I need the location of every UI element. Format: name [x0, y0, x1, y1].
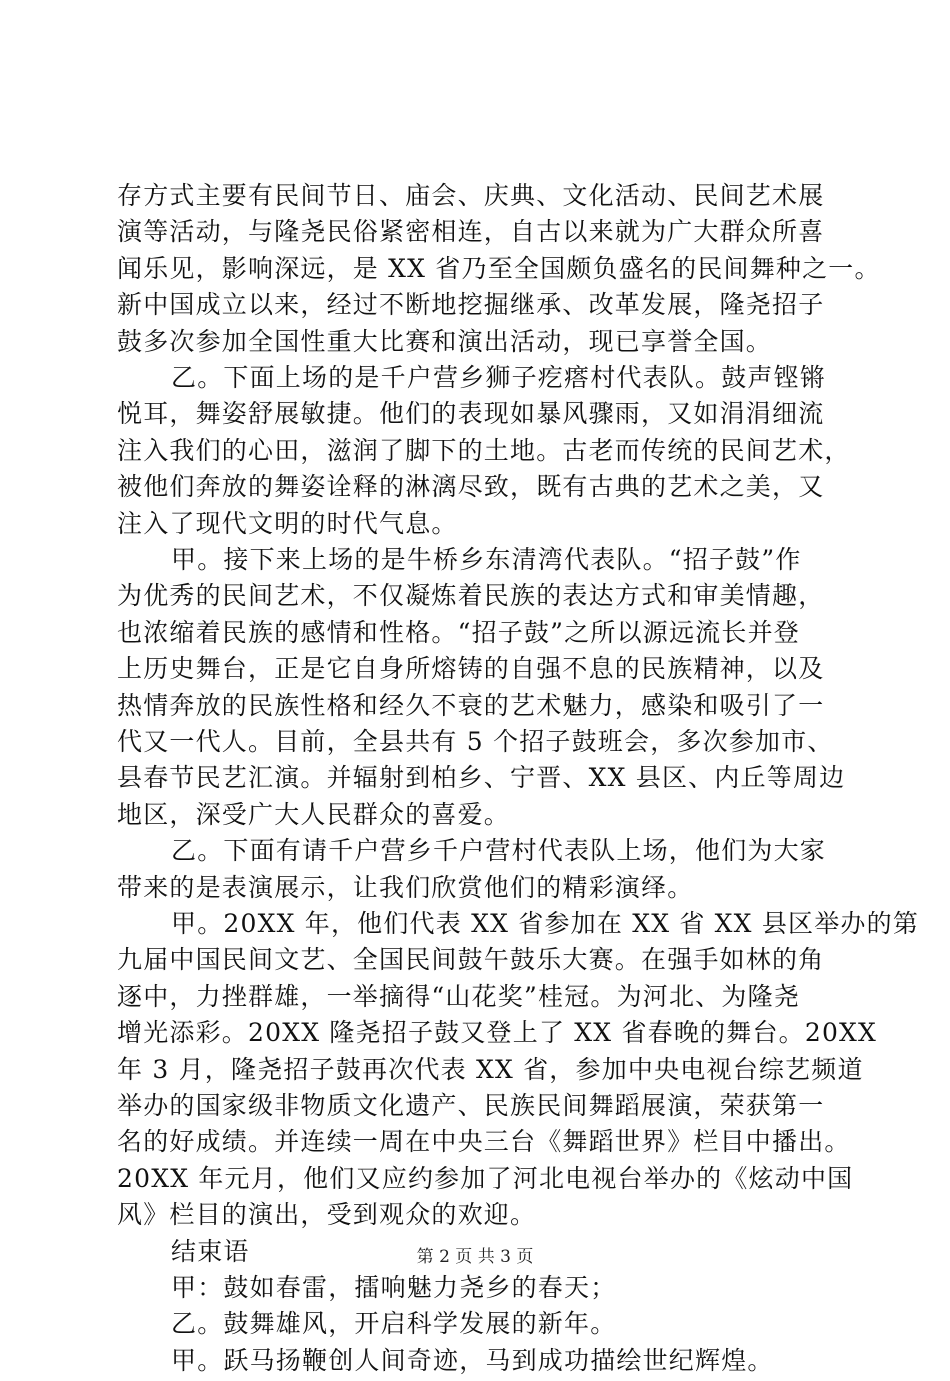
text-line: 乙。下面上场的是千户营乡狮子疙瘩村代表队。鼓声铿锵	[171, 363, 827, 392]
text-line: 被他们奔放的舞姿诠释的淋漓尽致，既有古典的艺术之美，又	[117, 472, 825, 502]
text-line: 鼓多次参加全国性重大比赛和演出活动，现已享誉全国。	[117, 326, 773, 356]
text-line: 存方式主要有民间节日、庙会、庆典、文化活动、民间艺术展	[117, 181, 825, 210]
text-line: 为优秀的民间艺术，不仅凝炼着民族的表达方式和审美情趣，	[117, 581, 825, 611]
text-line: 上历史舞台，正是它自身所熔铸的自强不息的民族精神，以及	[117, 654, 825, 684]
text-line: 甲。跃马扬鞭创人间奇迹，马到成功描绘世纪辉煌。	[171, 1345, 774, 1375]
text-line: 20XX 年元月，他们又应约参加了河北电视台举办的《炫动中国	[117, 1163, 854, 1193]
text-line: 悦耳，舞姿舒展敏捷。他们的表现如暴风骤雨，又如涓涓细流	[117, 399, 825, 429]
text-line: 也浓缩着民族的感情和性格。“招子鼓”之所以源远流长并登	[117, 617, 800, 647]
text-line: 九届中国民间文艺、全国民间鼓午鼓乐大赛。在强手如林的角	[117, 945, 825, 975]
text-line: 新中国成立以来，经过不断地挖掘继承、改革发展，隆尧招子	[117, 290, 825, 320]
text-line: 逐中，力挫群雄，一举摘得“山花奖”桂冠。为河北、为隆尧	[117, 981, 800, 1011]
text-line: 风》栏目的演出，受到观众的欢迎。	[117, 1200, 537, 1230]
text-line: 注入了现代文明的时代气息。	[117, 508, 458, 538]
text-line: 年 3 月，隆尧招子鼓再次代表 XX 省，参加中央电视台综艺频道	[117, 1054, 864, 1084]
text-line: 增光添彩。20XX 隆尧招子鼓又登上了 XX 省春晚的舞台。20XX	[117, 1018, 878, 1048]
text-line: 演等活动，与隆尧民俗紧密相连，自古以来就为广大群众所喜	[117, 217, 825, 247]
text-line: 带来的是表演展示，让我们欣赏他们的精彩演绎。	[117, 872, 694, 902]
page-footer: 第 2 页 共 3 页	[416, 1247, 534, 1267]
text-line: 县春节民艺汇演。并辐射到柏乡、宁晋、XX 县区、内丘等周边	[117, 763, 846, 793]
text-line: 闻乐见，影响深远，是 XX 省乃至全国颇负盛名的民间舞种之一。	[117, 253, 881, 283]
text-line: 热情奔放的民族性格和经久不衰的艺术魅力，感染和吸引了一	[117, 690, 825, 720]
text-line: 名的好成绩。并连续一周在中央三台《舞蹈世界》栏目中播出。	[117, 1127, 851, 1157]
text-line: 代又一代人。目前，全县共有 5 个招子鼓班会，多次参加市、	[117, 727, 834, 756]
text-line: 举办的国家级非物质文化遗产、民族民间舞蹈展演，荣获第一	[117, 1091, 825, 1120]
text-line: 地区，深受广大人民群众的喜爱。	[117, 799, 511, 829]
text-line: 甲。20XX 年，他们代表 XX 省参加在 XX 省 XX 县区举办的第	[171, 909, 920, 938]
text-line: 甲。接下来上场的是牛桥乡东清湾代表队。“招子鼓”作	[171, 545, 802, 574]
text-line: 注入我们的心田，滋润了脚下的土地。古老而传统的民间艺术，	[117, 435, 851, 465]
text-line: 结束语	[171, 1236, 250, 1266]
text-line: 甲：鼓如春雷，擂响魅力尧乡的春天；	[171, 1273, 617, 1302]
text-line: 乙。下面有请千户营乡千户营村代表队上场，他们为大家	[171, 836, 827, 866]
text-line: 乙。鼓舞雄风，开启科学发展的新年。	[171, 1309, 617, 1339]
